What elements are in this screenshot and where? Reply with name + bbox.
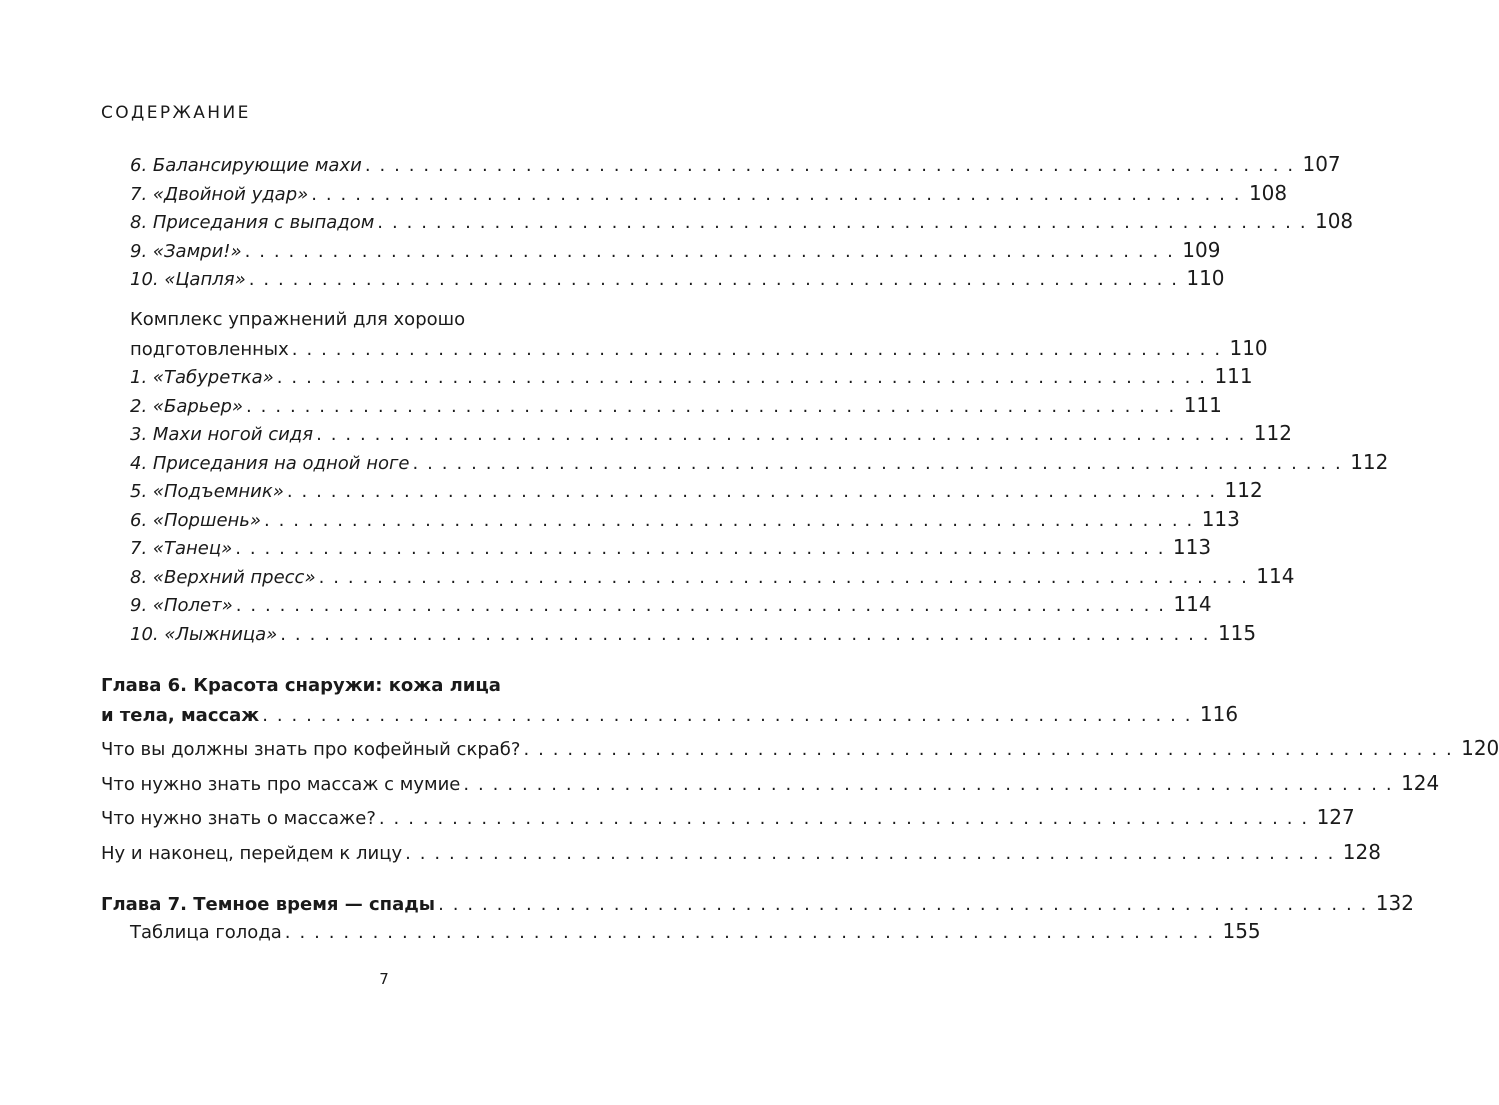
toc-entry-page: 115 (1217, 621, 1257, 645)
toc-entry-label: 1. «Табуретка» (130, 367, 274, 388)
toc-entry-label: 10. «Цапля» (130, 269, 246, 290)
toc-entry-page: 128 (1342, 840, 1381, 864)
dot-leader: . . . . . . . . . . . . . . . . . . . . . . . . . . . . . . . . . . . . . . . . . . . . . . . . . . . . . . . . . . . . . . . . (377, 212, 1308, 233)
toc-entry[interactable] (130, 364, 1253, 388)
dot-leader: . . . . . . . . . . . . . . . . . . . . . . . . . . . . . . . . . . . . . . . . . . . . . . . . . . . . . . . . . . . . . . . . (378, 808, 1309, 829)
toc-entry[interactable] (130, 621, 1257, 645)
dot-leader: . . . . . . . . . . . . . . . . . . . . . . . . . . . . . . . . . . . . . . . . . . . . . . . . . . . . . . . . . . . . . . . . (523, 739, 1454, 760)
toc-entry[interactable] (130, 181, 1288, 205)
toc-entry-label: Что нужно знать о массаже? (101, 808, 376, 829)
dot-leader: . . . . . . . . . . . . . . . . . . . . . . . . . . . . . . . . . . . . . . . . . . . . . . . . . . . . . . . . . . . . . . . . (264, 510, 1194, 531)
dot-leader: . . . . . . . . . . . . . . . . . . . . . . . . . . . . . . . . . . . . . . . . . . . . . . . . . . . . . . . . . . . . . . . . (246, 396, 1176, 417)
dot-leader: . . . . . . . . . . . . . . . . . . . . . . . . . . . . . . . . . . . . . . . . . . . . . . . . . . . . . . . . . . . . . . . . (248, 269, 1179, 290)
dot-leader: . . . . . . . . . . . . . . . . . . . . . . . . . . . . . . . . . . . . . . . . . . . . . . . . . . . . . . . . . . . . . . . . (262, 705, 1193, 726)
toc-entry[interactable] (101, 805, 1355, 829)
toc-section-heading[interactable]: Комплекс упражнений для хорошо (130, 309, 466, 330)
dot-leader: . . . . . . . . . . . . . . . . . . . . . . . . . . . . . . . . . . . . . . . . . . . . . . . . . . . . . . . . . . . . . . . . (284, 922, 1215, 943)
toc-entry-label: 3. Махи ногой сидя (130, 424, 314, 445)
toc-entry-page: 113 (1172, 535, 1212, 559)
toc-entry-label: 7. «Танец» (130, 538, 233, 559)
toc-entry-page: 120 (1461, 736, 1499, 760)
toc-entry-label: Ну и наконец, перейдем к лицу (101, 843, 403, 864)
toc-entry-label: Глава 7. Темное время — спады (101, 894, 436, 915)
toc-entry-page: 109 (1182, 238, 1221, 262)
toc-chapter-entry[interactable] (101, 702, 1239, 726)
toc-entry[interactable] (130, 450, 1389, 474)
toc-entry[interactable] (101, 840, 1381, 864)
dot-leader: . . . . . . . . . . . . . . . . . . . . . . . . . . . . . . . . . . . . . . . . . . . . . . . . . . . . . . . . . . . . . . . . (318, 567, 1249, 588)
toc-entry[interactable] (130, 393, 1222, 417)
toc-entry-page: 111 (1214, 364, 1253, 388)
toc-entry-page: 112 (1350, 450, 1389, 474)
toc-entry-label: 4. Приседания на одной ноге (130, 453, 410, 474)
toc-entry-label: 6. «Поршень» (130, 510, 262, 531)
toc-entry-label: Что вы должны знать про кофейный скраб? (101, 739, 521, 760)
toc-entry[interactable] (101, 771, 1440, 795)
dot-leader: . . . . . . . . . . . . . . . . . . . . . . . . . . . . . . . . . . . . . . . . . . . . . . . . . . . . . . . . . . . . . . . . (235, 595, 1166, 616)
toc-entry-page: 110 (1229, 336, 1268, 360)
toc-entry[interactable] (130, 478, 1263, 502)
toc-entry-label: и тела, массаж (101, 705, 260, 726)
toc-entry-page: 108 (1314, 209, 1354, 233)
toc-entry[interactable] (130, 535, 1212, 559)
toc-entry-page: 132 (1375, 891, 1414, 915)
toc-entry[interactable] (130, 564, 1295, 588)
toc-entry[interactable] (130, 266, 1225, 290)
toc-entry-label: 10. «Лыжница» (130, 624, 278, 645)
toc-chapter-entry[interactable] (101, 891, 1414, 915)
dot-leader: . . . . . . . . . . . . . . . . . . . . . . . . . . . . . . . . . . . . . . . . . . . . . . . . . . . . . . . . . . . . . . . . (244, 241, 1175, 262)
toc-entry[interactable] (130, 238, 1221, 262)
toc-entry-page: 113 (1201, 507, 1240, 531)
toc-entry[interactable] (101, 736, 1499, 760)
toc-entry-label: 5. «Подъемник» (130, 481, 284, 502)
dot-leader: . . . . . . . . . . . . . . . . . . . . . . . . . . . . . . . . . . . . . . . . . . . . . . . . . . . . . . . . . . . . . . . . (316, 424, 1246, 445)
toc-entry[interactable] (130, 152, 1341, 176)
toc-entry-label: подготовленных (130, 339, 289, 360)
toc-entry-page: 116 (1199, 702, 1239, 726)
toc-entry-page: 124 (1401, 771, 1440, 795)
toc-entry[interactable] (130, 507, 1240, 531)
toc-entry-page: 155 (1222, 919, 1261, 943)
toc-entry-label: 9. «Полет» (130, 595, 233, 616)
toc-entry-label: 2. «Барьер» (130, 396, 244, 417)
toc-entry-label: Что нужно знать про массаж с мумие (101, 774, 461, 795)
toc-entry-page: 112 (1224, 478, 1263, 502)
dot-leader: . . . . . . . . . . . . . . . . . . . . . . . . . . . . . . . . . . . . . . . . . . . . . . . . . . . . . . . . . . . . . . . . (276, 367, 1207, 388)
toc-entry-page: 110 (1186, 266, 1225, 290)
toc-entry-page: 112 (1253, 421, 1292, 445)
toc-entry-page: 108 (1248, 181, 1288, 205)
toc-entry-page: 107 (1302, 152, 1341, 176)
toc-entry-label: 6. Балансирующие махи (130, 155, 362, 176)
toc-entry-label: 9. «Замри!» (130, 241, 242, 262)
page-number: 7 (379, 970, 389, 988)
toc-entry[interactable] (130, 336, 1268, 360)
dot-leader: . . . . . . . . . . . . . . . . . . . . . . . . . . . . . . . . . . . . . . . . . . . . . . . . . . . . . . . . . . . . . . . . (291, 339, 1222, 360)
toc-entry-page: 111 (1183, 393, 1222, 417)
toc-entry-label: 8. Приседания с выпадом (130, 212, 375, 233)
dot-leader: . . . . . . . . . . . . . . . . . . . . . . . . . . . . . . . . . . . . . . . . . . . . . . . . . . . . . . . . . . . . . . . . (235, 538, 1166, 559)
toc-entry-label: 7. «Двойной удар» (130, 184, 309, 205)
toc-entry[interactable] (130, 919, 1261, 943)
dot-leader: . . . . . . . . . . . . . . . . . . . . . . . . . . . . . . . . . . . . . . . . . . . . . . . . . . . . . . . . . . . . . . . . (280, 624, 1211, 645)
dot-leader: . . . . . . . . . . . . . . . . . . . . . . . . . . . . . . . . . . . . . . . . . . . . . . . . . . . . . . . . . . . . . . . . (286, 481, 1217, 502)
toc-entry-page: 114 (1256, 564, 1295, 588)
toc-entry[interactable] (130, 592, 1212, 616)
dot-leader: . . . . . . . . . . . . . . . . . . . . . . . . . . . . . . . . . . . . . . . . . . . . . . . . . . . . . . . . . . . . . . . . (364, 155, 1295, 176)
toc-entry[interactable] (130, 209, 1354, 233)
toc-entry-page: 127 (1316, 805, 1355, 829)
toc-entry[interactable] (130, 421, 1292, 445)
dot-leader: . . . . . . . . . . . . . . . . . . . . . . . . . . . . . . . . . . . . . . . . . . . . . . . . . . . . . . . . . . . . . . . . (438, 894, 1368, 915)
toc-entry-page: 114 (1173, 592, 1212, 616)
dot-leader: . . . . . . . . . . . . . . . . . . . . . . . . . . . . . . . . . . . . . . . . . . . . . . . . . . . . . . . . . . . . . . . . (311, 184, 1242, 205)
dot-leader: . . . . . . . . . . . . . . . . . . . . . . . . . . . . . . . . . . . . . . . . . . . . . . . . . . . . . . . . . . . . . . . . (412, 453, 1343, 474)
page-title: СОДЕРЖАНИЕ (101, 103, 251, 123)
dot-leader: . . . . . . . . . . . . . . . . . . . . . . . . . . . . . . . . . . . . . . . . . . . . . . . . . . . . . . . . . . . . . . . . (405, 843, 1335, 864)
toc-entry-label: Таблица голода (130, 922, 282, 943)
dot-leader: . . . . . . . . . . . . . . . . . . . . . . . . . . . . . . . . . . . . . . . . . . . . . . . . . . . . . . . . . . . . . . . . (463, 774, 1394, 795)
chapter-heading[interactable]: Глава 6. Красота снаружи: кожа лица (101, 675, 501, 696)
toc-entry-label: 8. «Верхний пресс» (130, 567, 316, 588)
